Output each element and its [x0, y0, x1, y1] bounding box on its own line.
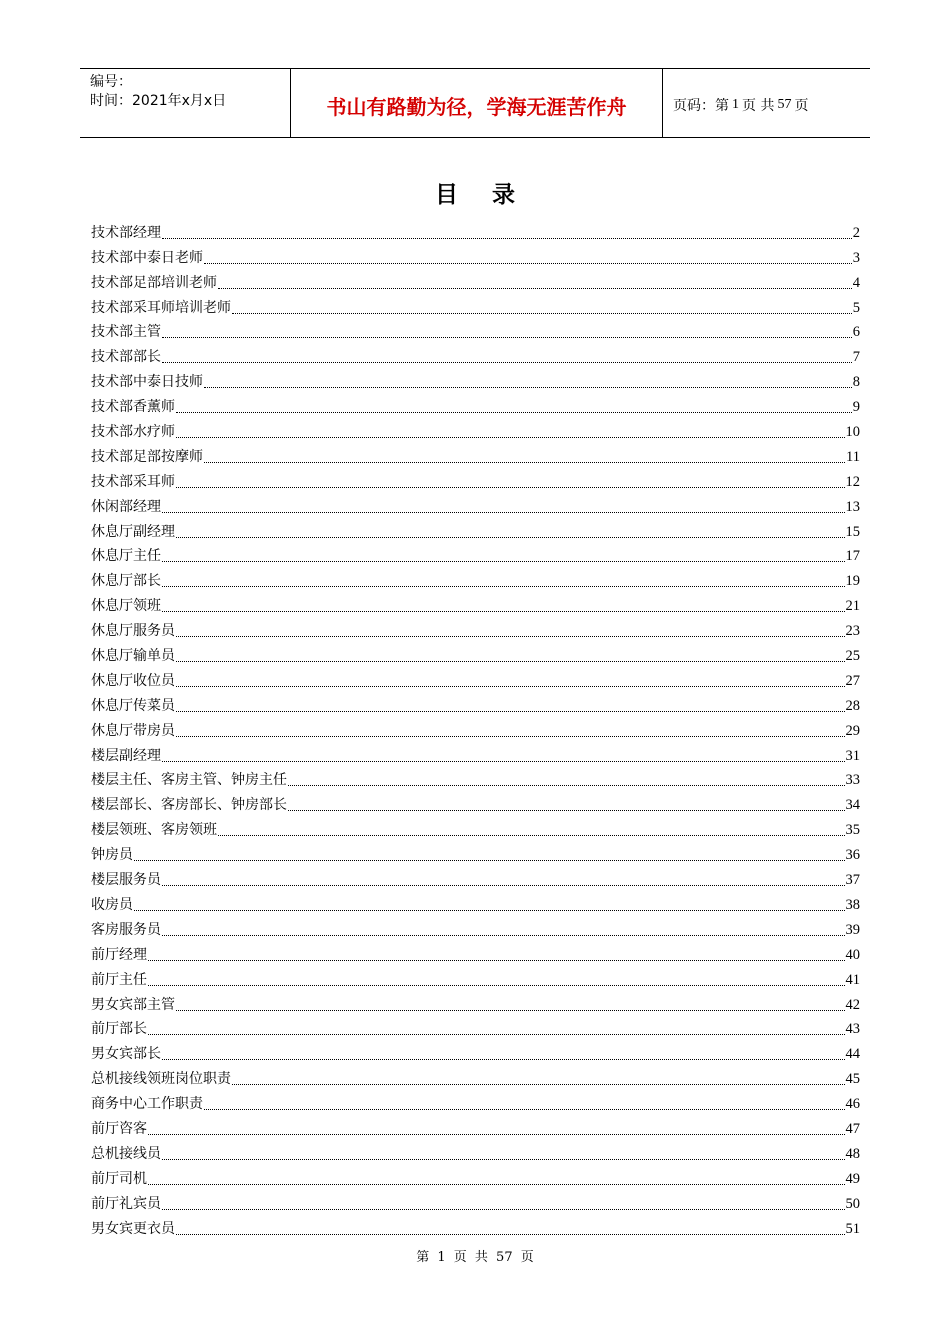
document-date: 时间：2021年x月x日: [90, 93, 227, 109]
toc-entry[interactable]: [91, 790, 860, 815]
toc-dot-leader: [176, 735, 845, 737]
toc-entry-page: 41: [845, 971, 860, 988]
toc-entry[interactable]: [91, 566, 860, 591]
toc-entry[interactable]: [91, 840, 860, 865]
toc-entry[interactable]: [91, 766, 860, 791]
toc-dot-leader: [176, 1233, 845, 1235]
toc-dot-leader: [148, 1183, 845, 1185]
toc-entry-page: 29: [845, 722, 860, 739]
toc-entry-page: 25: [845, 648, 860, 665]
toc-entry-label[interactable]: 前厅主任: [91, 971, 147, 988]
toc-entry-page: 6: [852, 324, 860, 341]
toc-dot-leader: [162, 237, 852, 239]
table-of-contents: [91, 218, 860, 1239]
toc-dot-leader: [176, 486, 845, 488]
toc-dot-leader: [176, 660, 845, 662]
toc-dot-leader: [162, 884, 845, 886]
toc-entry-label[interactable]: 休息厅输单员: [91, 648, 175, 665]
toc-entry-page: 35: [845, 822, 860, 839]
toc-entry-label[interactable]: 休息厅带房员: [91, 722, 175, 739]
toc-entry[interactable]: [91, 666, 860, 691]
toc-dot-leader: [176, 436, 845, 438]
toc-entry-label[interactable]: 技术部足部按摩师: [91, 448, 203, 465]
page-header: [80, 68, 870, 138]
toc-dot-leader: [218, 834, 845, 836]
header-page-info: [663, 69, 870, 137]
toc-entry[interactable]: [91, 1189, 860, 1214]
toc-entry[interactable]: [91, 417, 860, 442]
toc-entry-page: 34: [845, 797, 860, 814]
toc-entry[interactable]: [91, 243, 860, 268]
toc-entry-label[interactable]: 技术部中泰日技师: [91, 374, 203, 391]
toc-entry-label[interactable]: 技术部采耳师培训老师: [91, 299, 231, 316]
toc-dot-leader: [162, 934, 845, 936]
toc-dot-leader: [204, 262, 852, 264]
toc-entry-label[interactable]: 前厅礼宾员: [91, 1195, 161, 1212]
toc-entry-page: 36: [845, 847, 860, 864]
toc-entry-page: 50: [845, 1195, 860, 1212]
toc-entry-page: 13: [845, 498, 860, 515]
toc-dot-leader: [176, 685, 845, 687]
page-mid: 页 共: [742, 98, 775, 114]
toc-entry-label[interactable]: 男女宾部长: [91, 1046, 161, 1063]
toc-entry-label[interactable]: 技术部部长: [91, 349, 161, 366]
toc-dot-leader: [134, 859, 845, 861]
toc-dot-leader: [162, 585, 845, 587]
toc-dot-leader: [162, 560, 845, 562]
toc-entry-page: 8: [852, 374, 860, 391]
toc-entry-label[interactable]: 男女宾部主管: [91, 996, 175, 1013]
toc-entry-label[interactable]: 楼层服务员: [91, 872, 161, 889]
toc-entry-label[interactable]: 技术部主管: [91, 324, 161, 341]
toc-dot-leader: [176, 536, 845, 538]
toc-dot-leader: [176, 411, 852, 413]
toc-dot-leader: [176, 635, 845, 637]
toc-dot-leader: [148, 1033, 845, 1035]
toc-entry-label[interactable]: 技术部中泰日老师: [91, 249, 203, 266]
toc-entry-label[interactable]: 休息厅主任: [91, 548, 161, 565]
toc-entry[interactable]: [91, 342, 860, 367]
document-number-label: 编号：: [90, 74, 132, 90]
toc-entry-page: 28: [845, 697, 860, 714]
toc-dot-leader: [162, 336, 852, 338]
toc-entry-page: 10: [845, 424, 860, 441]
toc-dot-leader: [232, 1083, 845, 1085]
toc-dot-leader: [232, 312, 852, 314]
toc-dot-leader: [204, 461, 845, 463]
toc-entry-page: 31: [845, 747, 860, 764]
toc-entry[interactable]: [91, 641, 860, 666]
toc-dot-leader: [176, 710, 845, 712]
toc-entry-page: 17: [845, 548, 860, 565]
toc-entry-page: 48: [845, 1145, 860, 1162]
toc-dot-leader: [162, 1208, 845, 1210]
toc-entry-page: 39: [845, 921, 860, 938]
toc-dot-leader: [148, 1133, 845, 1135]
toc-dot-leader: [204, 386, 852, 388]
toc-entry-page: 33: [845, 772, 860, 789]
toc-entry-label[interactable]: 楼层副经理: [91, 747, 161, 764]
toc-dot-leader: [176, 1009, 845, 1011]
page-footer: 第 1 页 共 57 页: [416, 1250, 534, 1265]
header-meta: [80, 69, 291, 137]
toc-entry[interactable]: [91, 1089, 860, 1114]
toc-entry-page: 21: [845, 598, 860, 615]
toc-entry[interactable]: [91, 591, 860, 616]
toc-entry-label[interactable]: 休息厅传菜员: [91, 697, 175, 714]
toc-entry-label[interactable]: 楼层主任、客房主管、钟房主任: [91, 772, 287, 789]
toc-entry[interactable]: [91, 268, 860, 293]
toc-entry[interactable]: [91, 1015, 860, 1040]
toc-entry[interactable]: [91, 467, 860, 492]
toc-entry-page: 2: [852, 224, 860, 241]
toc-dot-leader: [288, 784, 845, 786]
toc-entry-label[interactable]: 技术部采耳师: [91, 473, 175, 490]
toc-entry[interactable]: [91, 1039, 860, 1064]
toc-dot-leader: [204, 1108, 845, 1110]
toc-entry[interactable]: [91, 691, 860, 716]
toc-entry-page: 15: [845, 523, 860, 540]
toc-dot-leader: [148, 984, 845, 986]
toc-dot-leader: [162, 511, 845, 513]
toc-entry-label[interactable]: 男女宾更衣员: [91, 1220, 175, 1237]
toc-title: 目录: [435, 182, 549, 208]
toc-entry[interactable]: [91, 492, 860, 517]
toc-dot-leader: [162, 361, 852, 363]
toc-entry[interactable]: [91, 741, 860, 766]
toc-entry[interactable]: [91, 990, 860, 1015]
toc-entry-page: 11: [846, 448, 860, 465]
toc-entry-page: 7: [852, 349, 860, 366]
toc-entry-page: 37: [845, 872, 860, 889]
toc-entry[interactable]: [91, 1064, 860, 1089]
toc-entry-label[interactable]: 休闲部经理: [91, 498, 161, 515]
toc-entry[interactable]: [91, 318, 860, 343]
toc-entry-page: 47: [845, 1120, 860, 1137]
toc-entry-label[interactable]: 收房员: [91, 896, 133, 913]
toc-entry-page: 19: [845, 573, 860, 590]
toc-entry-label[interactable]: 楼层部长、客房部长、钟房部长: [91, 797, 287, 814]
toc-dot-leader: [162, 760, 845, 762]
toc-entry[interactable]: [91, 517, 860, 542]
toc-entry-page: 43: [845, 1021, 860, 1038]
toc-entry[interactable]: [91, 1164, 860, 1189]
toc-entry[interactable]: [91, 716, 860, 741]
toc-entry-page: 44: [845, 1046, 860, 1063]
toc-dot-leader: [162, 1058, 845, 1060]
page-total: 57: [777, 97, 792, 112]
toc-entry[interactable]: [91, 940, 860, 965]
toc-entry-label[interactable]: 商务中心工作职责: [91, 1096, 203, 1113]
header-motto: 书山有路勤为径，学海无涯苦作舟: [291, 69, 663, 137]
toc-entry-label[interactable]: 总机接线领班岗位职责: [91, 1071, 231, 1088]
toc-entry-page: 38: [845, 896, 860, 913]
toc-entry[interactable]: [91, 218, 860, 243]
toc-entry-label[interactable]: 技术部香薰师: [91, 399, 175, 416]
toc-entry-page: 46: [845, 1096, 860, 1113]
toc-entry-page: 9: [852, 399, 860, 416]
toc-entry[interactable]: [91, 815, 860, 840]
toc-entry-label[interactable]: 休息厅副经理: [91, 523, 175, 540]
toc-entry-label[interactable]: 前厅部长: [91, 1021, 147, 1038]
toc-entry-label[interactable]: 前厅司机: [91, 1170, 147, 1187]
toc-entry-page: 51: [845, 1220, 860, 1237]
toc-entry[interactable]: [91, 392, 860, 417]
toc-entry[interactable]: [91, 367, 860, 392]
toc-dot-leader: [148, 959, 845, 961]
page-suffix: 页: [794, 98, 809, 114]
toc-entry-label[interactable]: 楼层领班、客房领班: [91, 822, 217, 839]
toc-entry[interactable]: [91, 1214, 860, 1239]
toc-entry-page: 27: [845, 672, 860, 689]
toc-entry-page: 3: [852, 249, 860, 266]
toc-entry[interactable]: [91, 865, 860, 890]
toc-dot-leader: [288, 809, 845, 811]
toc-entry-label[interactable]: 技术部足部培训老师: [91, 274, 217, 291]
toc-entry-label[interactable]: 休息厅收位员: [91, 672, 175, 689]
toc-dot-leader: [162, 1158, 845, 1160]
toc-entry[interactable]: [91, 542, 860, 567]
toc-entry-label[interactable]: 前厅经理: [91, 946, 147, 963]
toc-entry-label[interactable]: 钟房员: [91, 847, 133, 864]
toc-entry[interactable]: [91, 1139, 860, 1164]
toc-entry-label[interactable]: 休息厅部长: [91, 573, 161, 590]
toc-entry-page: 5: [852, 299, 860, 316]
toc-entry-label[interactable]: 休息厅服务员: [91, 623, 175, 640]
toc-entry-page: 42: [845, 996, 860, 1013]
toc-entry[interactable]: [91, 442, 860, 467]
toc-entry-page: 23: [845, 623, 860, 640]
toc-entry-page: 40: [845, 946, 860, 963]
toc-entry-label[interactable]: 前厅咨客: [91, 1120, 147, 1137]
toc-dot-leader: [162, 610, 845, 612]
toc-entry[interactable]: [91, 1114, 860, 1139]
toc-entry[interactable]: [91, 965, 860, 990]
page-prefix: 页码：第: [673, 98, 729, 114]
page-current: 1: [732, 97, 739, 112]
toc-entry[interactable]: [91, 915, 860, 940]
toc-entry-page: 12: [845, 473, 860, 490]
toc-entry[interactable]: [91, 293, 860, 318]
toc-entry-label[interactable]: 技术部经理: [91, 224, 161, 241]
toc-entry[interactable]: [91, 616, 860, 641]
toc-entry-label[interactable]: 技术部水疗师: [91, 424, 175, 441]
toc-entry-label[interactable]: 客房服务员: [91, 921, 161, 938]
toc-entry-label[interactable]: 休息厅领班: [91, 598, 161, 615]
toc-dot-leader: [218, 287, 852, 289]
toc-entry[interactable]: [91, 890, 860, 915]
toc-entry-page: 45: [845, 1071, 860, 1088]
toc-entry-page: 4: [852, 274, 860, 291]
toc-entry-label[interactable]: 总机接线员: [91, 1145, 161, 1162]
toc-dot-leader: [134, 909, 845, 911]
toc-entry-page: 49: [845, 1170, 860, 1187]
